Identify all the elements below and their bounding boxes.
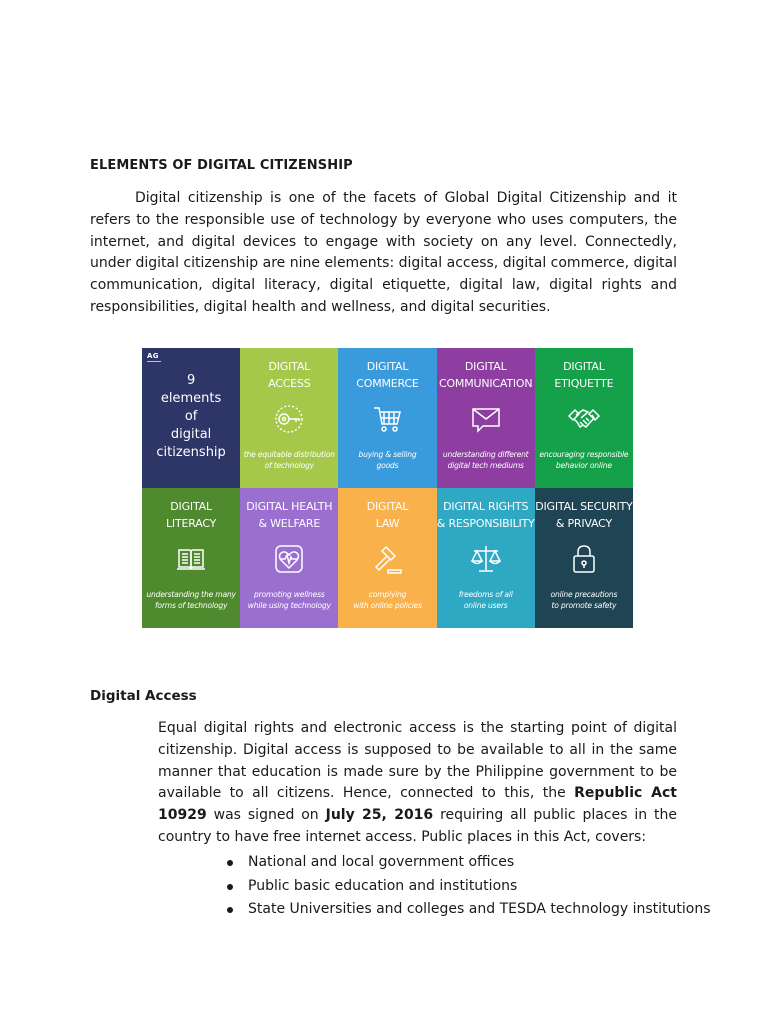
tile-title: DIGITAL HEALTH & WELFARE	[246, 500, 333, 530]
list-item-text: Public basic education and institutions	[248, 877, 518, 894]
tile-caption: promoting wellness while using technology	[247, 590, 331, 610]
section-heading: ELEMENTS OF DIGITAL CITIZENSHIP	[90, 158, 353, 173]
tile-digital-literacy	[142, 488, 240, 628]
tile-digital-health-welfare	[240, 488, 338, 628]
digital-citizenship-infographic	[142, 348, 633, 628]
tile-title: DIGITAL ETIQUETTE	[554, 360, 614, 390]
tile-digital-security-privacy	[535, 488, 633, 628]
tile-caption: the equitable distribution of technology	[243, 450, 335, 470]
tile-title: DIGITAL ACCESS	[268, 360, 311, 390]
logo-underline	[147, 361, 161, 362]
scales-icon	[469, 542, 503, 576]
tile-title: DIGITAL LAW	[366, 500, 409, 530]
paragraph-text: Equal digital rights and electronic access is the starting point of digital citizenship. Digital access is supposed to be available to all in the same manner that education is made sure by the Philippine government to be available to all citizens. Hence, connected to this, the	[158, 720, 677, 802]
tile-title: DIGITAL COMMERCE	[356, 360, 419, 390]
republic-act-reference: Republic Act 10929	[158, 785, 678, 824]
paragraph-text: requiring all public places in the country to have free internet access. Public places in this Act, covers:	[158, 807, 677, 845]
list-item	[226, 875, 711, 899]
tile-digital-communication	[437, 348, 535, 488]
infographic-intro-text: 9 elements of digital citizenship	[156, 373, 226, 460]
tile-caption: complying with online policies	[353, 590, 422, 610]
tile-title: DIGITAL COMMUNICATION	[438, 360, 533, 390]
list-item	[226, 898, 711, 922]
handshake-icon	[567, 402, 601, 436]
digital-access-paragraph	[158, 718, 677, 849]
ag-logo: AG	[147, 352, 159, 360]
bullet-icon	[227, 884, 233, 890]
tile-digital-rights-responsibility	[437, 488, 535, 628]
tile-digital-commerce	[338, 348, 436, 488]
padlock-icon	[567, 542, 601, 576]
digital-access-heading: Digital Access	[90, 688, 197, 704]
tile-title: DIGITAL RIGHTS & RESPONSIBILITY	[436, 500, 535, 530]
shopping-cart-icon	[370, 402, 404, 436]
key-icon	[272, 402, 306, 436]
infographic-intro-tile	[142, 348, 240, 488]
list-item	[226, 851, 711, 875]
tile-digital-law	[338, 488, 436, 628]
list-item-text: State Universities and colleges and TESDA technology institutions	[248, 901, 711, 917]
tile-caption: online precautions to promote safety	[550, 590, 618, 610]
tile-title: DIGITAL SECURITY & PRIVACY	[535, 500, 633, 530]
paragraph-text: was signed on	[206, 807, 326, 824]
intro-paragraph: Digital citizenship is one of the facets of Global Digital Citizenship and it refers to the responsible use of technology by everyone who uses computers, the internet, and digital devices to engage with society on any level. Connectedly, under digital citizenship are nine elements: digital access, digital commerce, digital communication, digital literacy, digital etiquette, digital law, digital rights and responsibilities, digital health and wellness, and digital securities.	[90, 190, 677, 315]
heartbeat-icon	[272, 542, 306, 576]
tile-caption: understanding the many forms of technology	[146, 590, 236, 610]
bullet-icon	[227, 907, 233, 913]
tile-caption: encouraging responsible behavior online	[539, 450, 629, 470]
tile-caption: understanding different digital tech mediums	[442, 450, 529, 470]
bullet-icon	[227, 860, 233, 866]
tile-caption: freedoms of all online users	[458, 590, 513, 610]
tile-title: DIGITAL LITERACY	[166, 500, 217, 530]
envelope-icon	[469, 402, 503, 436]
tile-digital-access	[240, 348, 338, 488]
signing-date: July 25, 2016	[325, 807, 434, 824]
list-item-text: National and local government offices	[248, 854, 515, 870]
gavel-icon	[370, 542, 404, 576]
book-icon	[174, 542, 208, 576]
public-places-list	[226, 851, 711, 922]
tile-caption: buying & selling goods	[358, 450, 417, 470]
tile-digital-etiquette	[535, 348, 633, 488]
